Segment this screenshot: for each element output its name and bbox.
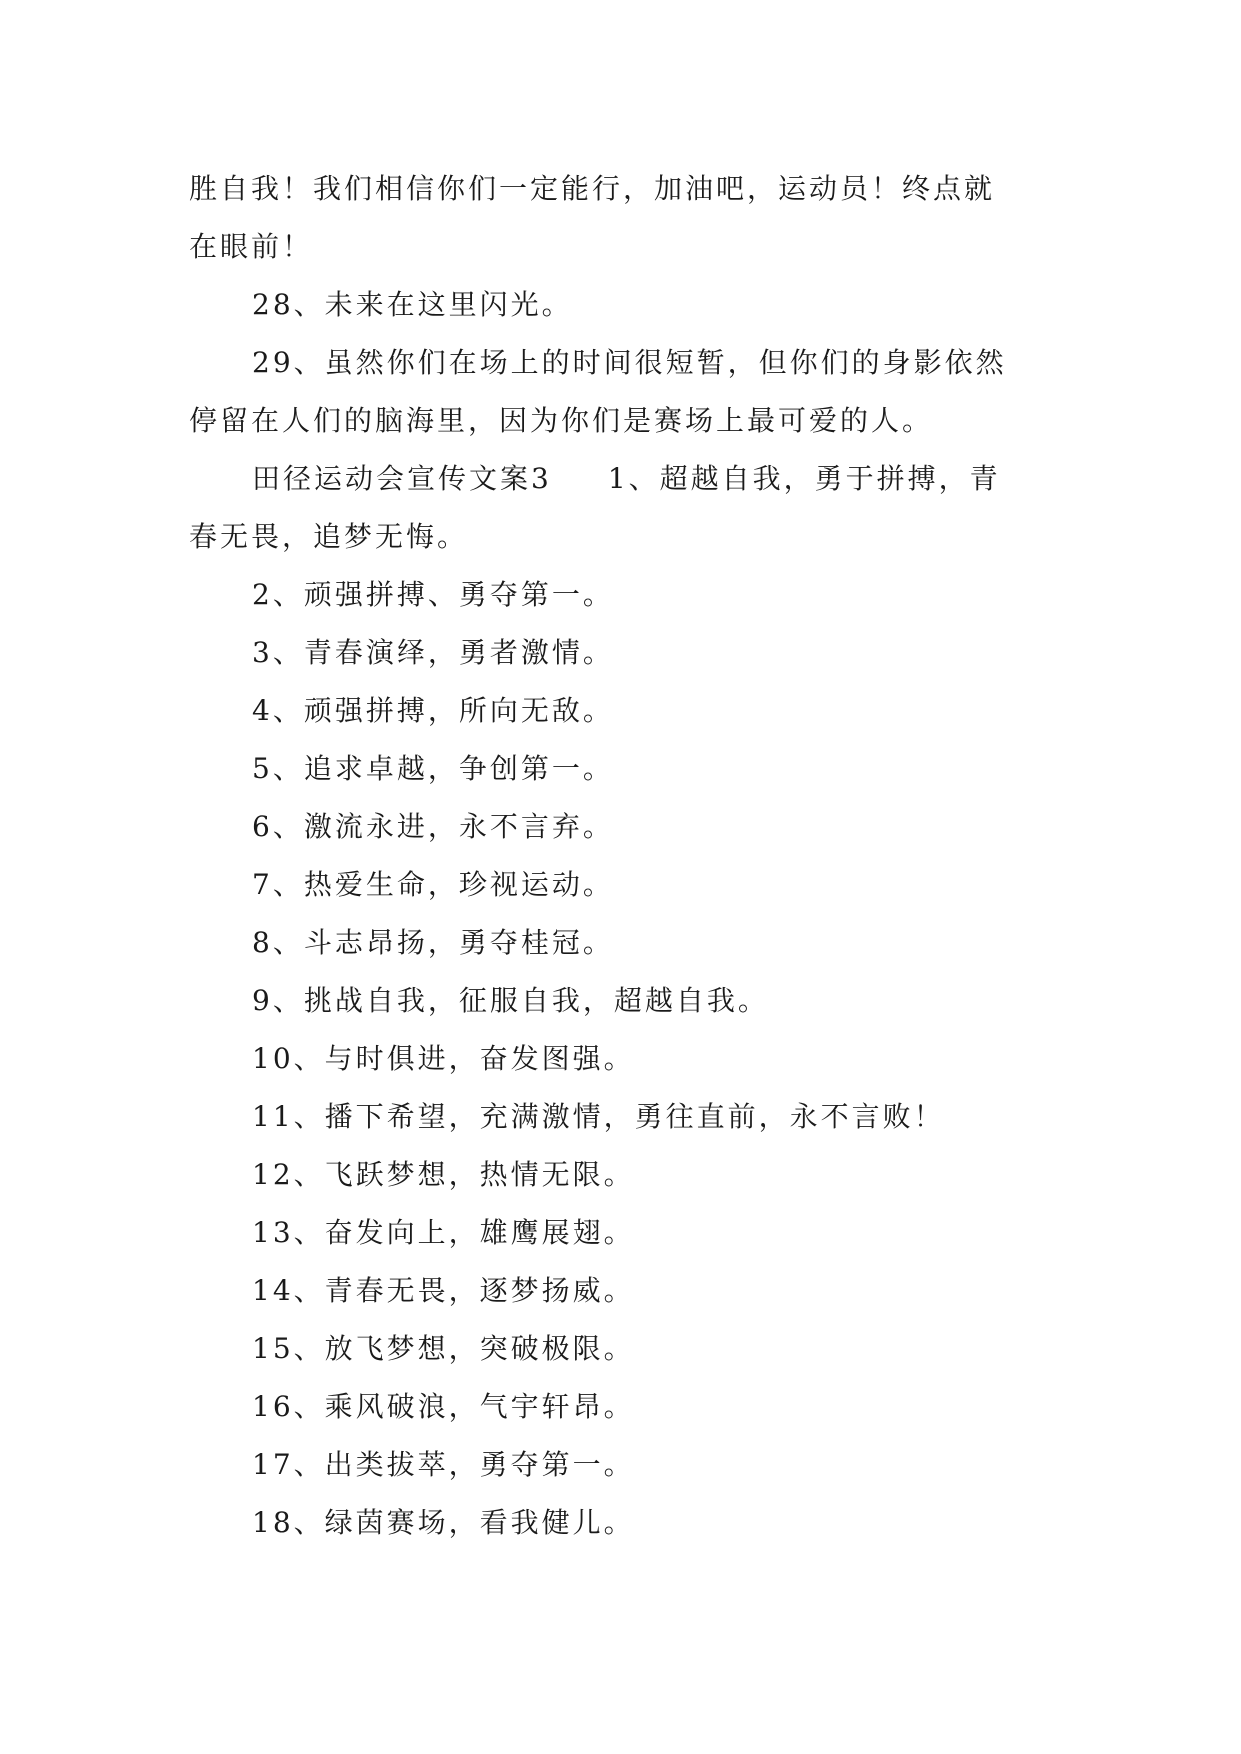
- list-item: 13、奋发向上，雄鹰展翅。: [252, 1216, 635, 1249]
- list-item: 14、青春无畏，逐梦扬威。: [252, 1274, 635, 1307]
- list-item: 16、乘风破浪，气宇轩昂。: [252, 1390, 635, 1423]
- list-item: 6、激流永进，永不言弃。: [252, 810, 614, 843]
- list-item: 5、追求卓越，争创第一。: [252, 752, 614, 785]
- list-item: 11、播下希望，充满激情，勇往直前，永不言败！: [252, 1100, 945, 1133]
- list-item: 2、顽强拼搏、勇夺第一。: [252, 578, 614, 611]
- list-item: 9、挑战自我，征服自我，超越自我。: [252, 984, 769, 1017]
- paragraph-line: 在眼前！: [189, 230, 314, 263]
- paragraph-line: 春无畏，追梦无悔。: [189, 520, 469, 553]
- section-heading: 田径运动会宣传文案3: [252, 462, 552, 495]
- list-item: 18、绿茵赛场，看我健儿。: [252, 1506, 635, 1539]
- list-item: 10、与时俱进，奋发图强。: [252, 1042, 635, 1075]
- list-item: 7、热爱生命，珍视运动。: [252, 868, 614, 901]
- paragraph-line: 停留在人们的脑海里，因为你们是赛场上最可爱的人。: [189, 404, 934, 437]
- list-item: 1、超越自我，勇于拼搏，青: [607, 462, 1001, 495]
- section-heading-line: [189, 450, 1059, 508]
- list-item: 8、斗志昂扬，勇夺桂冠。: [252, 926, 614, 959]
- list-item: 4、顽强拼搏，所向无敌。: [252, 694, 614, 727]
- document-body: [189, 160, 1059, 1552]
- list-item: 17、出类拔萃，勇夺第一。: [252, 1448, 635, 1481]
- list-item: 15、放飞梦想，突破极限。: [252, 1332, 635, 1365]
- list-item: 29、虽然你们在场上的时间很短暂，但你们的身影依然: [252, 346, 1007, 379]
- list-item: 12、飞跃梦想，热情无限。: [252, 1158, 635, 1191]
- paragraph-line: 胜自我！我们相信你们一定能行，加油吧，运动员！终点就: [189, 172, 996, 205]
- list-item: 3、青春演绎，勇者激情。: [252, 636, 614, 669]
- list-item: 28、未来在这里闪光。: [252, 288, 573, 321]
